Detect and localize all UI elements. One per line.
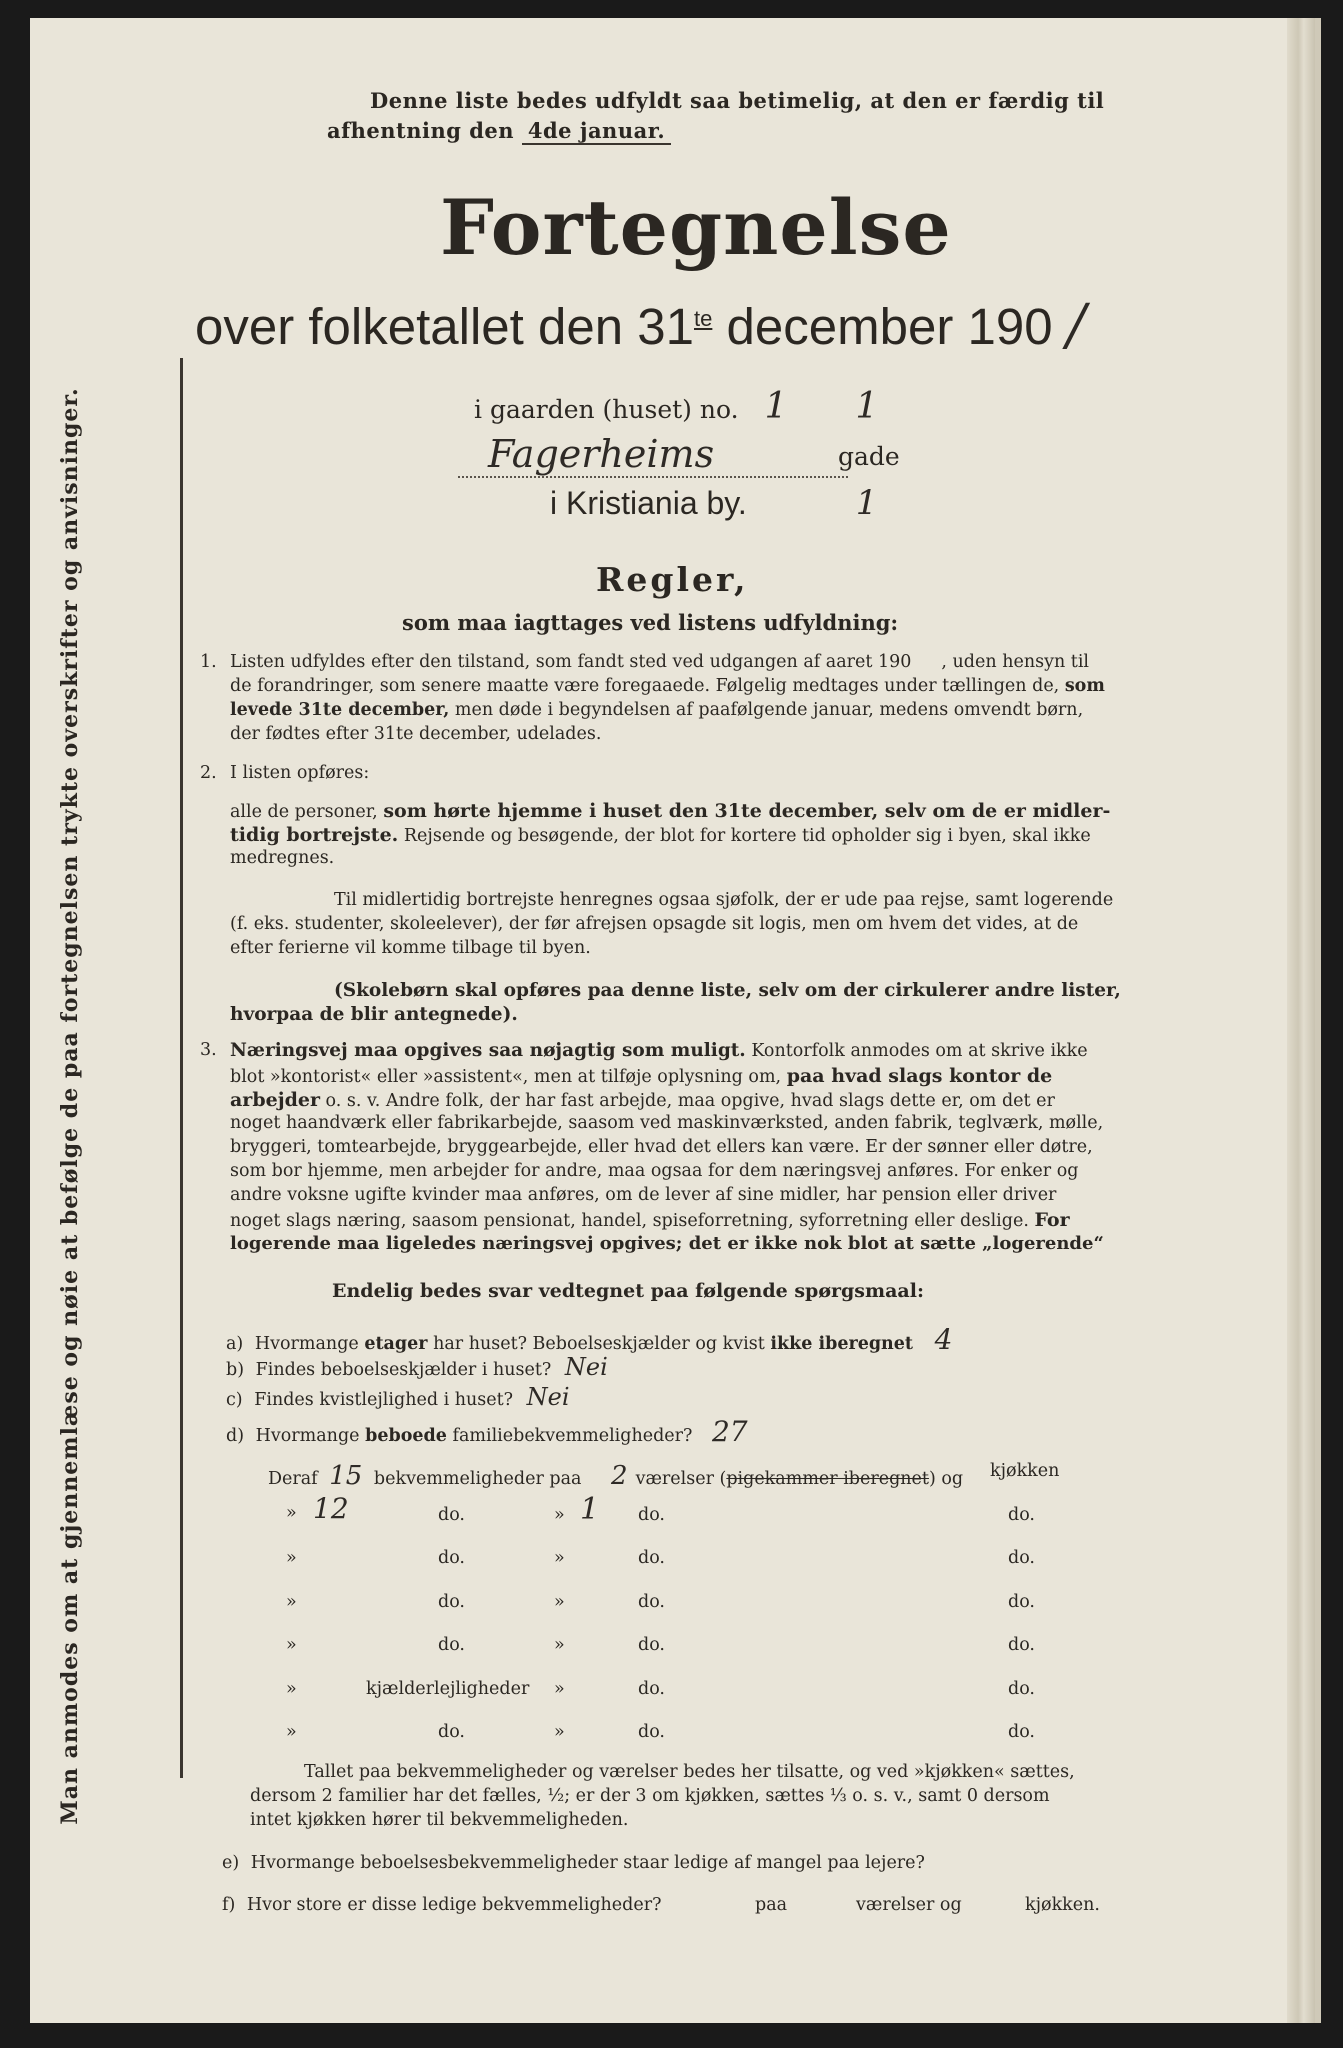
table-do: do. (1008, 1505, 1035, 1525)
house-number-line: i gaarden (huset) no. 1 1 (474, 386, 879, 427)
side-instruction-text: Man anmodes om at gjennemlæse og nøie at befølge de paa fortegnelsen trykte overskrifter og anvisninger. (57, 387, 83, 1825)
rule-2-line: tidig bortrejste. Rejsende og besøgende, der blot for kortere tid opholder sig i byen, skal ikke (230, 824, 1091, 846)
question-f-paa: paa (755, 1895, 788, 1915)
table-quote: » (554, 1679, 565, 1699)
answer-floors: 4 (934, 1323, 953, 1356)
rule-3-line: andre voksne ugifte kvinder maa anføres, om de lever af sine midler, har pension eller driver (230, 1185, 1057, 1205)
rule-3-line: som bor hjemme, men arbejder for andre, maa ogsaa for dem næringsvej anføres. For enker og (230, 1161, 1079, 1181)
table-do: do. (1008, 1548, 1035, 1568)
rule-3-line: noget haandværk eller fabrikarbejde, saasom ved maskinværksted, anden fabrik, teglværk, mølle, (230, 1113, 1104, 1133)
rule-3-line: logerende maa ligeledes næringsvej opgives; det er ikke nok blot at sætte „logerende“ (230, 1233, 1104, 1254)
rule-2-line: I listen opføres: (230, 763, 370, 783)
table-quote: » (286, 1679, 297, 1699)
question-b: b) Findes beboelseskjælder i huset? Nei (226, 1353, 608, 1381)
table-note: dersom 2 familier har det fælles, ½; er der 3 om kjøkken, sættes ⅓ o. s. v., samt 0 dersom (250, 1786, 1050, 1806)
table-do: do. (438, 1548, 465, 1568)
table-note: intet kjøkken hører til bekvemmeligheden. (250, 1810, 629, 1830)
table-quote: » (554, 1722, 565, 1742)
table-do: do. (438, 1592, 465, 1612)
table-do: do. (638, 1679, 665, 1699)
rule-3-line: noget slags næring, saasom pensionat, handel, spiseforretning, syforretning eller deslige. For (230, 1209, 1070, 1231)
question-e: e) Hvormange beboelsesbekvemmeligheder staar ledige af mangel paa lejere? (222, 1853, 925, 1873)
table-do: do. (438, 1722, 465, 1742)
rule-2-para: Til midlertidig bortrejste henregnes ogsaa sjøfolk, der er ude paa rejse, samt logerende (334, 890, 1114, 910)
rule-1-line: de forandringer, som senere maatte være foregaaede. Følgelig medtages under tællingen de, som (230, 676, 1105, 696)
rule-1-line: Listen udfyldes efter den tilstand, som fandt sted ved udgangen af aaret 190 , uden hensyn til (230, 652, 1090, 672)
table-row-1: Deraf 15 bekvemmeligheder paa 2 værelser (pigekammer iberegnet) og (268, 1461, 964, 1491)
city-line: i Kristiania by. 1 (550, 483, 878, 523)
page-title: Fortegnelse (440, 183, 952, 272)
table-do: do. (638, 1592, 665, 1612)
question-f-kitchen: kjøkken. (1025, 1895, 1100, 1915)
answer-dwellings: 27 (711, 1415, 748, 1448)
rule-3-line: arbejder o. s. v. Andre folk, der har fast arbejde, maa opgive, hvad slags dette er, om det er (230, 1089, 1055, 1111)
rule-3-line: Næringsvej maa opgives saa nøjagtig som muligt. Kontorfolk anmodes om at skrive ikke (230, 1040, 1088, 1061)
page-edge (1287, 18, 1315, 2023)
table-do: do. (1008, 1679, 1035, 1699)
count-one-room: 12 (313, 1492, 349, 1525)
table-quote: » (554, 1635, 565, 1655)
table-quote: » (286, 1548, 297, 1568)
question-f: f) Hvor store er disse ledige bekvemmeligheder? (222, 1895, 662, 1915)
rule-1-number: 1. (200, 652, 217, 672)
rule-3-line: blot »kontorist« eller »assistent«, men at tilføje oplysning om, paa hvad slags kontor de (230, 1065, 1053, 1087)
answer-attic: Nei (526, 1383, 570, 1411)
table-quote: » (554, 1548, 565, 1568)
table-do: do. (438, 1635, 465, 1655)
rules-subheading: som maa iagttages ved listens udfyldning: (402, 610, 899, 635)
rule-2-line: medregnes. (230, 848, 335, 868)
table-do: do. (638, 1635, 665, 1655)
answer-cellar: Nei (564, 1353, 608, 1381)
questions-heading: Endelig bedes svar vedtegnet paa følgende spørgsmaal: (332, 1280, 924, 1302)
rules-heading: Regler, (596, 560, 749, 599)
rule-2-line: alle de personer, som hørte hjemme i huset den 31te december, selv om de er midler- (230, 800, 1111, 822)
table-do: do. (1008, 1722, 1035, 1742)
rule-2-para: (f. eks. studenter, skoleelever), der før afrejsen opsagde sit logis, men om hvem det vides, at de (230, 914, 1079, 934)
table-do: do. (638, 1722, 665, 1742)
question-a: a) Hvormange etager har huset? Beboelseskjælder og kvist ikke iberegnet 4 (226, 1323, 953, 1356)
table-quote: » (554, 1505, 565, 1525)
question-d: d) Hvormange beboede familiebekvemmeligheder? 27 (226, 1415, 748, 1448)
table-quote: » (286, 1635, 297, 1655)
table-quote: » (286, 1503, 297, 1523)
rule-2-para: efter ferierne vil komme tilbage til byen. (230, 938, 591, 958)
table-note: Tallet paa bekvemmeligheder og værelser bedes her tilsatte, og ved »kjøkken« sættes, (304, 1762, 1075, 1782)
table-kitchen-header: kjøkken (990, 1461, 1060, 1481)
table-quote: » (286, 1592, 297, 1612)
rule-3-line: bryggeri, tomtearbejde, bryggearbejde, eller hvad det ellers kan være. Er der sønner eller døtre, (230, 1137, 1093, 1157)
cellar-dwellings-label: kjælderlejligheder (366, 1679, 530, 1699)
rule-1-line: der fødtes efter 31te december, udelades. (230, 724, 602, 744)
table-do: do. (638, 1548, 665, 1568)
table-quote: » (286, 1722, 297, 1742)
question-c: c) Findes kvistlejlighed i huset? Nei (226, 1383, 570, 1411)
side-rule-line (180, 358, 183, 1778)
rule-3-number: 3. (200, 1040, 217, 1060)
rule-1-line: levede 31te december, men døde i begyndelsen af paafølgende januar, medens omvendt børn, (230, 700, 1084, 720)
census-form-page: Man anmodes om at gjennemlæse og nøie at befølge de paa fortegnelsen trykte overskrifter og anvisninger. Denne liste bedes udfyldt saa betimelig, at den er færdig til afhentning den 4de januar. Fortegnelse over folketallet den $31^{te}$ december 190 / i gaarden (huset) no. 1 1 Fagerheims gade i Kristiania by. 1 Regler, som maa iagttages ved listens udfyldning: 1. Listen udfyldes efter den tilstand, som fandt sted ved udgangen af aaret 190 , uden hensyn til de forandringer, som senere maatte være foregaaede. Følgelig medtages under tællingen de, som levede 31te december, men døde i begyndelsen af paafølgende januar, medens omvendt børn, der fødtes efter 31te december, udelades. 2. I listen opføres: alle de personer, som hørte hjemme i huset den 31te december, selv om de er midler- tidig bortrejste. Rejsende og besøgende, der blot for kortere tid opholder sig i byen, skal ikke medregnes. Til midlertidig bortrejste henregnes ogsaa sjøfolk, der er ude paa rejse, samt logerende (f. eks. studenter, skoleelever), der før afrejsen opsagde sit logis, men om hvem det vides, at de efter ferierne vil komme tilbage til byen. (Skolebørn skal opføres paa denne liste, selv om der cirkulerer andre lister, hvorpaa de blir antegnede). 3. Næringsvej maa opgives saa nøjagtig som muligt. Kontorfolk anmodes om at skrive ikke blot »kontorist« eller »assistent«, men at tilføje oplysning om, paa hvad slags kontor de arbejder o. s. v. Andre folk, der har fast arbejde, maa opgive, hvad slags dette er, om det er noget haandværk eller fabrikarbejde, saasom ved maskinværksted, anden fabrik, teglværk, mølle, bryggeri, tomtearbejde, bryggearbejde, eller hvad det ellers kan være. Er der sønner eller døtre, som bor hjemme, men arbejder for andre, maa ogsaa for dem næringsvej anføres. For enker og andre voksne ugifte kvinder maa anføres, om de lever af sine midler, har pension eller driver noget slags næring, saasom pensionat, handel, spiseforretning, syforretning eller deslige. For logerende maa ligeledes næringsvej opgives; det er ikke nok blot at sætte „logerende“ Endelig bedes svar vedtegnet paa følgende spørgsmaal: a) Hvormange etager har huset? Beboelseskjælder og kvist ikke iberegnet 4 b) Findes beboelseskjælder i huset? Nei c) Findes kvistlejlighed i huset? Nei d) Hvormange beboede familiebekvemmeligheder? 27 Deraf 15 bekvemmeligheder paa 2 værelser (pigekammer iberegnet) og kjøkken » 12 do. » 1 do. do. » do. » do. do. » do. » do. do. » do. » do. do. » kjælderlejligheder » do. do. » do. » do. do. Tallet paa bekvemmeligheder og værelser bedes her tilsatte, og ved »kjøkken« sættes, dersom 2 familier har det fælles, ½; er der 3 om kjøkken, sættes ⅓ o. s. v., samt 0 dersom intet kjøkken hører til bekvemmeligheden. e) Hvormange beboelsesbekvemmeligheder staar ledige af mangel paa lejere? f) Hvor store er disse ledige bekvemmeligheder? paa værelser og kjøkken. (30, 18, 1321, 2023)
table-do: do. (1008, 1635, 1035, 1655)
header-line-2: afhentning den 4de januar. (327, 118, 671, 143)
count-two-room: 15 (329, 1461, 363, 1491)
table-do: do. (438, 1505, 465, 1525)
street-name: Fagerheims (458, 432, 848, 478)
rule-2-number: 2. (200, 763, 217, 783)
table-quote: » (554, 1592, 565, 1612)
rule-2-school-note: (Skolebørn skal opføres paa denne liste, selv om der cirkulerer andre lister, (334, 980, 1121, 1001)
header-line-1: Denne liste bedes udfyldt saa betimelig, at den er færdig til (370, 88, 1105, 113)
rooms-one: 1 (580, 1492, 600, 1527)
subtitle: over folketallet den $31^{te}$ december 190 / (195, 293, 1086, 358)
table-do: do. (1008, 1592, 1035, 1612)
rule-2-school-note: hvorpaa de blir antegnede). (230, 1004, 518, 1025)
table-do: do. (638, 1505, 665, 1525)
question-f-rooms: værelser og (856, 1895, 962, 1915)
